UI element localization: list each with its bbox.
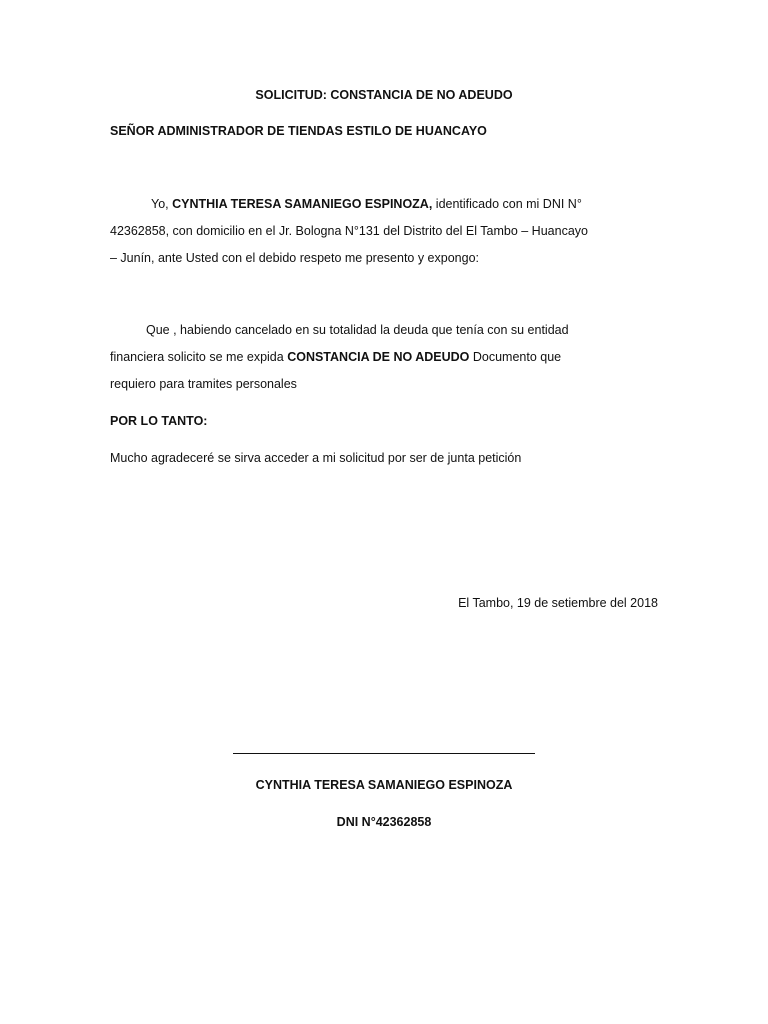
por-lo-tanto-heading: POR LO TANTO: bbox=[110, 414, 208, 428]
paragraph1-line3: – Junín, ante Usted con el debido respeto me presento y expongo: bbox=[110, 251, 479, 265]
signature-dni: DNI N°42362858 bbox=[336, 815, 432, 829]
document-title: SOLICITUD: CONSTANCIA DE NO ADEUDO bbox=[255, 88, 513, 102]
paragraph1-suffix: identificado con mi DNI N° bbox=[432, 197, 582, 211]
signature-name: CYNTHIA TERESA SAMANIEGO ESPINOZA bbox=[255, 778, 513, 792]
place-date: El Tambo, 19 de setiembre del 2018 bbox=[458, 596, 658, 610]
paragraph2-line3: requiero para tramites personales bbox=[110, 377, 297, 391]
constancia-label: CONSTANCIA DE NO ADEUDO bbox=[287, 350, 470, 364]
paragraph2-prefix: financiera solicito se me expida bbox=[110, 350, 288, 364]
paragraph1-line1 bbox=[151, 195, 582, 213]
addressee: SEÑOR ADMINISTRADOR DE TIENDAS ESTILO DE HUANCAYO bbox=[110, 124, 487, 138]
closing-request: Mucho agradeceré se sirva acceder a mi solicitud por ser de junta petición bbox=[110, 451, 522, 465]
paragraph2-suffix: Documento que bbox=[469, 350, 562, 364]
paragraph2-line2 bbox=[110, 348, 561, 366]
paragraph2-line1: Que , habiendo cancelado en su totalidad la deuda que tenía con su entidad bbox=[146, 323, 569, 337]
signature-line bbox=[233, 753, 535, 754]
paragraph1-prefix: Yo, bbox=[151, 197, 173, 211]
paragraph1-line2: 42362858, con domicilio en el Jr. Bologna N°131 del Distrito del El Tambo – Huancayo bbox=[110, 224, 588, 238]
applicant-name: CYNTHIA TERESA SAMANIEGO ESPINOZA, bbox=[172, 197, 433, 211]
